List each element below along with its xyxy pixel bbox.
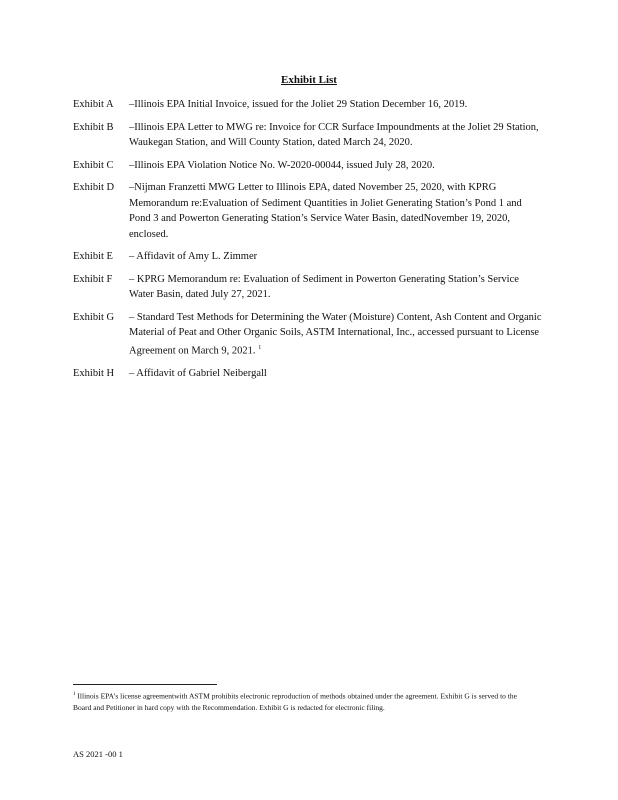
exhibit-label: Exhibit A xyxy=(73,99,114,110)
page-title: Exhibit List xyxy=(281,74,337,86)
exhibit-item-f xyxy=(73,272,543,303)
exhibit-label: Exhibit E xyxy=(73,251,113,262)
exhibit-item-a xyxy=(73,97,543,113)
exhibit-item-c xyxy=(73,158,543,174)
exhibit-label: Exhibit F xyxy=(73,273,113,285)
exhibit-description: –Nijman Franzetti MWG Letter to Illinois EPA, dated November 25, 2020, with KPRG Memorandum re:Evaluation of Sediment Quantities in Joliet Generating Station’s Pond 1 and Pond 3 and Powerton Generating Station’s Service Water Basin, datedNovember 19, 2020, enclosed. xyxy=(129,182,522,240)
exhibit-list xyxy=(73,97,543,388)
exhibit-item-d xyxy=(73,180,543,242)
exhibit-label: Exhibit D xyxy=(73,182,115,193)
exhibit-label: Exhibit B xyxy=(73,121,114,133)
exhibit-description: –Illinois EPA Violation Notice No. W-2020-00044, issued July 28, 2020. xyxy=(129,159,435,171)
footnote-text: Illinois EPA’s license agreementwith ASTM prohibits electronic reproduction of methods obtained under the agreement. Exhibit G is served to the Board and Petitioner in hard copy with the Recommendation. Exhibit G is redacted for electronic filing. xyxy=(73,691,518,712)
exhibit-item-g xyxy=(73,310,543,359)
exhibit-g-text: – Standard Test Methods for Determining the Water (Moisture) Content, Ash Content and Organic Material of Peat and Other Organic Soils, ASTM International, Inc., accessed pursuant to License Agreement on March 9, 2021. xyxy=(129,311,542,356)
exhibit-description: – Affidavit of Amy L. Zimmer xyxy=(129,251,258,262)
exhibit-item-h xyxy=(73,366,543,382)
exhibit-description: – KPRG Memorandum re: Evaluation of Sediment in Powerton Generating Station’s Service Water Basin, dated July 27, 2021. xyxy=(129,273,519,300)
exhibit-label: Exhibit H xyxy=(73,367,115,379)
exhibit-description xyxy=(129,310,543,359)
footnote-mark: 1 xyxy=(73,692,76,697)
footnote-reference[interactable]: 1 xyxy=(258,344,262,351)
exhibit-description: – Affidavit of Gabriel Neibergall xyxy=(129,367,267,379)
footnote xyxy=(73,689,517,714)
exhibit-label: Exhibit C xyxy=(73,159,114,171)
footnote-divider xyxy=(73,684,217,685)
exhibit-item-e xyxy=(73,249,543,265)
exhibit-label: Exhibit G xyxy=(73,311,115,323)
exhibit-description: –Illinois EPA Initial Invoice, issued for the Joliet 29 Station December 16, 2019. xyxy=(129,99,468,110)
document-id: AS 2021 -00 1 xyxy=(73,749,123,759)
exhibit-description: –Illinois EPA Letter to MWG re: Invoice for CCR Surface Impoundments at the Joliet 29 Station, Waukegan Station, and Will County Station, dated March 24, 2020. xyxy=(129,121,539,148)
exhibit-item-b xyxy=(73,120,543,151)
